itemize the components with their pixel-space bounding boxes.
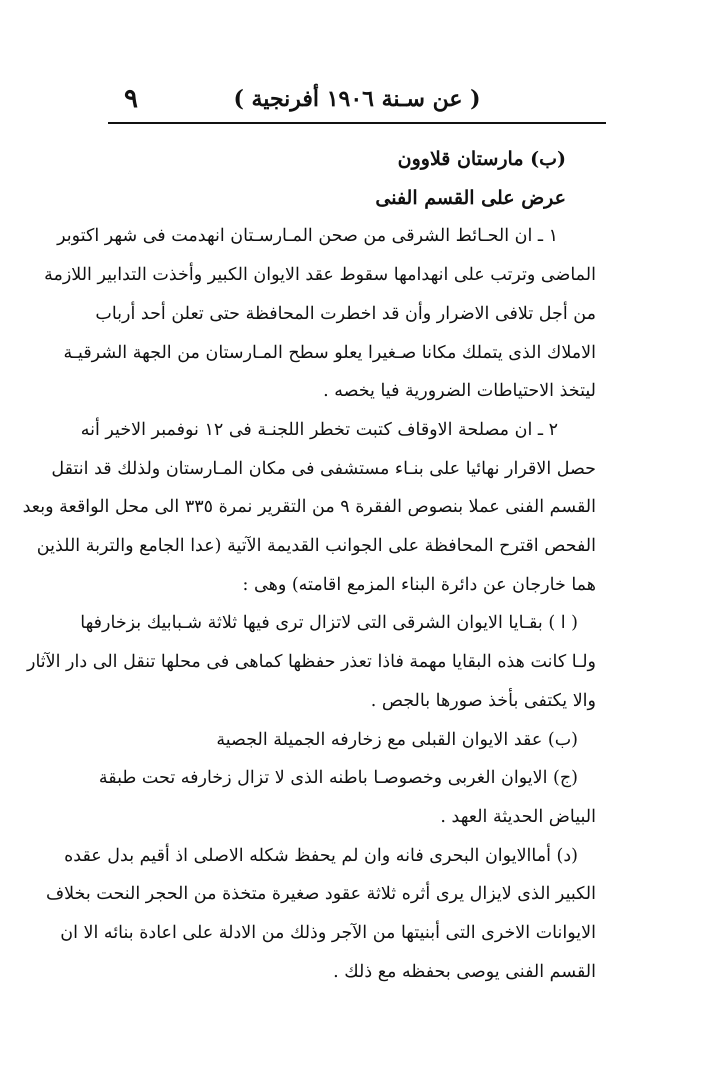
- item-d-line-1: (د) أماالايوان البحرى فانه وان لم يحفظ شكله الاصلى اذ أقيم بدل عقده: [64, 845, 578, 866]
- item-d-line-4: القسم الفنى يوصى بحفظه مع ذلك .: [333, 961, 596, 982]
- paragraph-1-line-3: من أجل تلافى الاضرار وأن قد اخطرت المحافظة حتى تعلن أحد أرباب: [95, 303, 596, 324]
- page-number: ٩: [124, 84, 138, 114]
- paragraph-2-line-1: ٢ ـ ان مصلحة الاوقاف كتبت تخطر اللجنـة فى ١٢ نوفمبر الاخير أنه: [80, 419, 558, 440]
- item-d-line-2: الكبير الذى لايزال يرى أثره ثلاثة عقود صغيرة متخذة من الحجر النحت بخلاف: [45, 884, 596, 905]
- paragraph-2-line-3: القسم الفنى عملا بنصوص الفقرة ٩ من التقرير نمرة ٣٣٥ الى محل الواقعة وبعد: [22, 497, 596, 518]
- paragraph-2-line-4: الفحص اقترح المحافظة على الجوانب القديمة الآتية (عدا الجامع والتربة اللذين: [36, 536, 596, 557]
- paragraph-2-line-5: هما خارجان عن دائرة البناء المزمع اقامته) وهى :: [242, 574, 596, 595]
- item-d-line-3: الايوانات الاخرى التى أبنيتها من الآجر وذلك من الادلة على اعادة بنائه الا ان: [60, 923, 596, 944]
- item-a-line-1: ( ا ) بقـايا الايوان الشرقى التى لاتزال ترى فيها ثلاثة شـبابيك بزخارفها: [80, 613, 578, 634]
- item-c-line-2: البياض الحديثة العهد .: [440, 806, 596, 827]
- item-b-line-1: (ب) عقد الايوان القبلى مع زخارفه الجميلة الجصية: [216, 729, 578, 750]
- section-heading: (ب) مارستان قلاوون: [397, 148, 566, 170]
- header-rule: [108, 122, 606, 124]
- paragraph-1-line-4: الاملاك الذى يتملك مكانا صـغيرا يعلو سطح المـارستان من الجهة الشرقيـة: [63, 342, 596, 363]
- paragraph-2-line-2: حصل الاقرار نهائيا على بنـاء مستشفى فى مكان المـارستان ولذلك قد انتقل: [51, 458, 596, 479]
- item-c-line-1: (ج) الايوان الغربى وخصوصـا باطنه الذى لا تزال زخارفه تحت طبقة: [98, 768, 578, 789]
- item-a-line-3: والا يكتفى بأخذ صورها بالجص .: [370, 690, 596, 711]
- paragraph-1-line-1: ١ ـ ان الحـائط الشرقى من صحن المـارسـتان انهدمت فى شهر اكتوبر: [57, 226, 558, 247]
- body-text: [22, 140, 596, 991]
- section-subheading: عرض على القسم الفنى: [375, 186, 566, 209]
- item-a-line-2: ولـا كانت هذه البقايا مهمة فاذا تعذر حفظها كماهى فى محلها تنقل الى دار الآثار: [27, 652, 596, 673]
- running-title: ( عن سـنة ١٩٠٦ أفرنجية ): [233, 86, 481, 112]
- paragraph-1-line-2: الماضى وترتب على انهدامها سقوط عقد الايوان الكبير وأخذت التدابير اللازمة: [44, 265, 596, 286]
- page-header: [108, 82, 606, 124]
- paragraph-1-line-5: ليتخذ الاحتياطات الضرورية فيا يخصه .: [323, 381, 596, 402]
